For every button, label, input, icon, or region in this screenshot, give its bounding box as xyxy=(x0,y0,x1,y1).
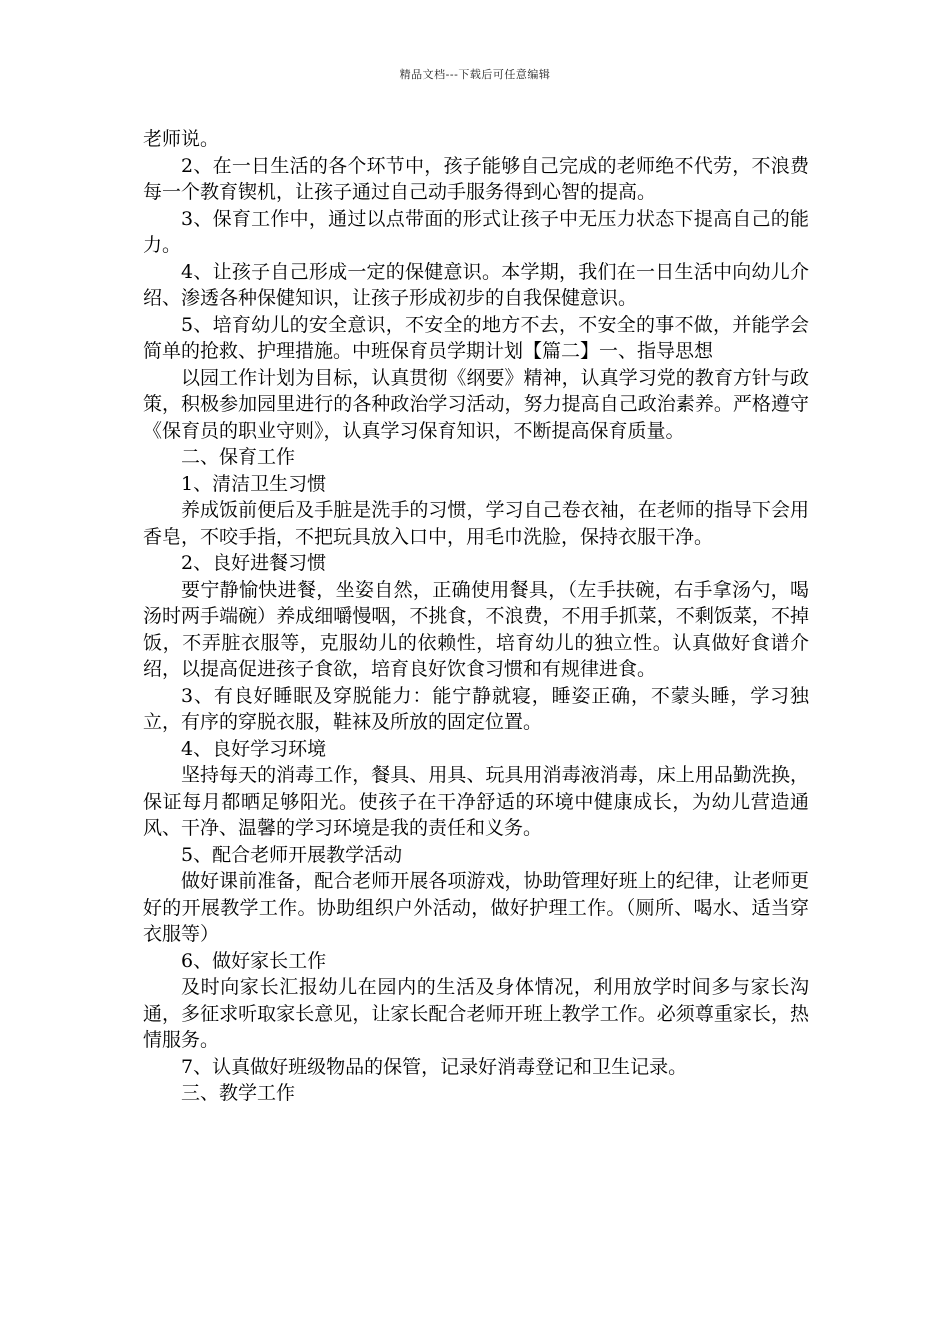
paragraph: 5、配合老师开展教学活动 xyxy=(181,843,403,866)
document-body xyxy=(143,126,809,1107)
paragraph: 要宁静愉快进餐，坐姿自然，正确使用餐具，（左手扶碗，右手拿汤勺，喝汤时两手端碗）养成细嚼慢咽，不挑食，不浪费，不用手抓菜，不剩饭菜，不掉饭，不弄脏衣服等，克服幼儿的依赖性，培育幼儿的独立性。认真做好食谱介绍，以提高促进孩子食欲，培育良好饮食习惯和有规律进食。 xyxy=(143,578,809,680)
paragraph: 2、良好进餐习惯 xyxy=(181,552,327,574)
paragraph: 养成饭前便后及手脏是洗手的习惯，学习自己卷衣袖，在老师的指导下会用香皂，不咬手指，不把玩具放入口中，用毛巾洗脸，保持衣服干净。 xyxy=(143,499,809,548)
paragraph: 老师说。 xyxy=(143,128,220,150)
paragraph: 5、培育幼儿的安全意识，不安全的地方不去，不安全的事不做，并能学会简单的抢救、护理措施。中班保育员学期计划【篇二】一、指导思想 xyxy=(143,313,809,362)
paragraph: 三、教学工作 xyxy=(181,1082,296,1104)
paragraph: 做好课前准备，配合老师开展各项游戏，协助管理好班上的纪律，让老师更好的开展教学工作。协助组织户外活动，做好护理工作。（厕所、喝水、适当穿衣服等） xyxy=(143,870,809,945)
paragraph: 4、让孩子自己形成一定的保健意识。本学期，我们在一日生活中向幼儿介绍、渗透各种保健知识，让孩子形成初步的自我保健意识。 xyxy=(143,260,809,309)
paragraph: 及时向家长汇报幼儿在园内的生活及身体情况，利用放学时间多与家长沟通，多征求听取家长意见，让家长配合老师开班上教学工作。必须尊重家长，热情服务。 xyxy=(143,976,809,1051)
paragraph: 2、在一日生活的各个环节中，孩子能够自己完成的老师绝不代劳，不浪费每一个教育锲机，让孩子通过自己动手服务得到心智的提高。 xyxy=(143,154,809,203)
paragraph: 3、保育工作中，通过以点带面的形式让孩子中无压力状态下提高自己的能力。 xyxy=(143,207,809,256)
paragraph: 6、做好家长工作 xyxy=(181,949,327,972)
paragraph: 以园工作计划为目标，认真贯彻《纲要》精神，认真学习党的教育方针与政策，积极参加园里进行的各种政治学习活动，努力提高自己政治素养。严格遵守《保育员的职业守则》，认真学习保育知识，不断提高保育质量。 xyxy=(143,366,809,442)
paragraph: 1、清洁卫生习惯 xyxy=(181,472,327,495)
paragraph: 坚持每天的消毒工作，餐具、用具、玩具用消毒液消毒，床上用品勤洗换，保证每月都晒足够阳光。使孩子在干净舒适的环境中健康成长，为幼儿营造通风、干净、温馨的学习环境是我的责任和义务。 xyxy=(143,764,809,839)
page-header: 精品文档---下载后可任意编辑 xyxy=(399,68,551,81)
paragraph: 4、良好学习环境 xyxy=(181,737,327,760)
paragraph: 3、有良好睡眠及穿脱能力：能宁静就寝，睡姿正确，不蒙头睡，学习独立，有序的穿脱衣服，鞋袜及所放的固定位置。 xyxy=(143,684,809,733)
paragraph: 二、保育工作 xyxy=(181,446,296,468)
paragraph: 7、认真做好班级物品的保管，记录好消毒登记和卫生记录。 xyxy=(181,1055,688,1078)
